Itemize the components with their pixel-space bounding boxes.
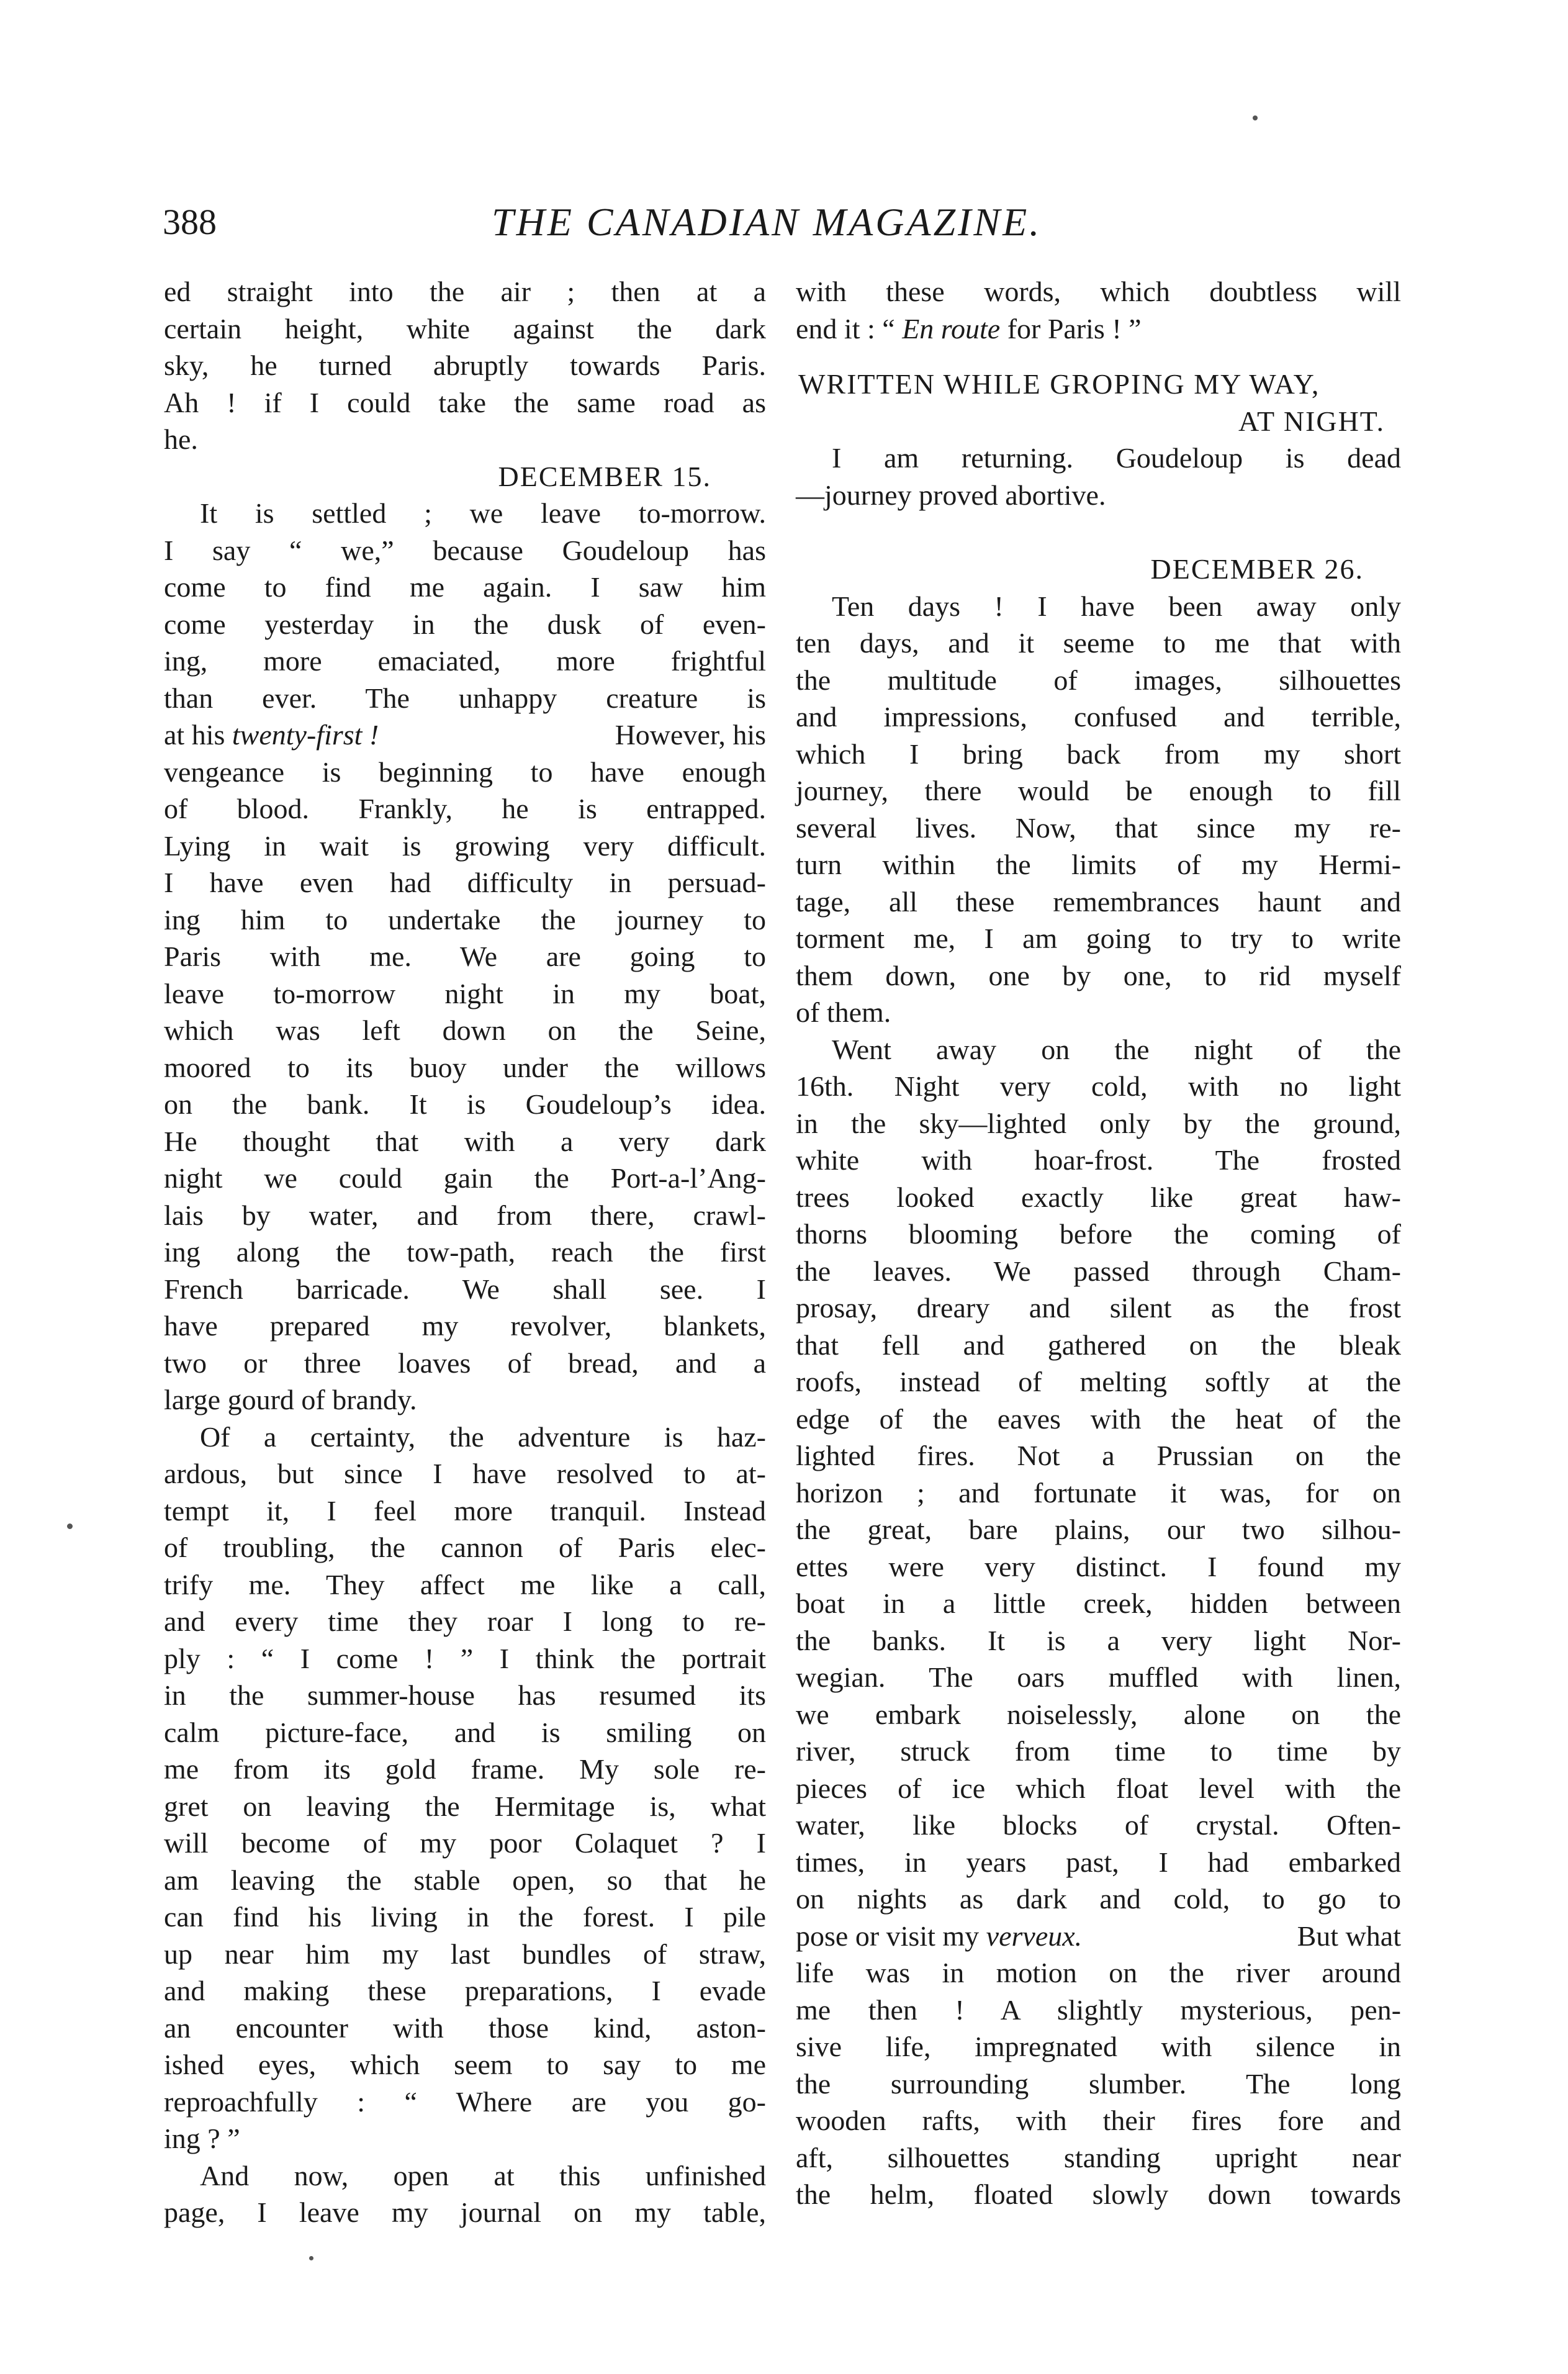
text-line: ished eyes, which seem to say to me — [164, 2049, 766, 2080]
text-fragment: pose or visit my — [796, 1920, 986, 1952]
text-line: of troubling, the cannon of Paris elec- — [164, 1532, 766, 1563]
text-line: ed straight into the air ; then at a — [164, 276, 766, 307]
italic-fragment: twenty-first ! — [232, 719, 379, 751]
text-line: and impressions, confused and terrible, — [796, 701, 1401, 733]
text-line: Of a certainty, the adventure is haz- — [200, 1420, 766, 1453]
text-fragment: at his — [164, 719, 232, 751]
text-line: in the sky—lighted only by the ground, — [796, 1107, 1401, 1139]
text-line: sive life, impregnated with silence in — [796, 2031, 1401, 2062]
text-line: Went away on the night of the — [832, 1033, 1401, 1065]
scan-speck — [67, 1523, 73, 1529]
text-line: French barricade. We shall see. I — [164, 1273, 766, 1305]
text-line: have prepared my revolver, blankets, — [164, 1310, 766, 1342]
text-line: water, like blocks of crystal. Often- — [796, 1809, 1401, 1841]
text-line: several lives. Now, that since my re- — [796, 811, 1401, 844]
text-line: river, struck from time to time by — [796, 1735, 1401, 1767]
text-line: the surrounding slumber. The long — [796, 2067, 1401, 2100]
text-line — [796, 310, 1401, 348]
text-line: can find his living in the forest. I pile — [164, 1901, 766, 1933]
text-line: I say “ we,” because Goudeloup has — [164, 534, 766, 566]
italic-fragment: verveux. — [986, 1920, 1083, 1952]
text-line — [164, 716, 766, 754]
page-number: 388 — [163, 202, 217, 242]
text-line: life was in motion on the river around — [796, 1957, 1401, 1988]
text-line: come yesterday in the dusk of even- — [164, 608, 766, 640]
text-line: and making these preparations, I evade — [164, 1975, 766, 2006]
text-line: and every time they roar I long to re- — [164, 1605, 766, 1637]
text-line: reproachfully : “ Where are you go- — [164, 2085, 766, 2118]
text-line: on nights as dark and cold, to go to — [796, 1883, 1401, 1915]
text-line: And now, open at this unfinished — [200, 2159, 766, 2191]
text-line: sky, he turned abruptly towards Paris. — [164, 350, 766, 381]
text-line: Lying in wait is growing very difficult. — [164, 829, 766, 862]
running-title: THE CANADIAN MAGAZINE. — [492, 200, 1042, 244]
text-line: certain height, white against the dark — [164, 312, 766, 345]
text-line: prosay, dreary and silent as the frost — [796, 1292, 1401, 1324]
text-line: that fell and gathered on the bleak — [796, 1329, 1401, 1361]
text-line: in the summer-house has resumed its — [164, 1679, 766, 1711]
text-line: leave to-morrow night in my boat, — [164, 977, 766, 1009]
date-heading: DECEMBER 15. — [498, 460, 711, 492]
text-line: wegian. The oars muffled with linen, — [796, 1661, 1401, 1693]
text-line: tage, all these remembrances haunt and — [796, 885, 1401, 918]
text-line: horizon ; and fortunate it was, for on — [796, 1476, 1401, 1509]
text-line: of blood. Frankly, he is entrapped. — [164, 793, 766, 824]
text-line: Ten days ! I have been away only — [832, 590, 1401, 622]
text-line: roofs, instead of melting softly at the — [796, 1366, 1401, 1397]
scan-speck — [1253, 115, 1258, 120]
text-line: the great, bare plains, our two silhou- — [796, 1514, 1401, 1545]
text-line: ing along the tow-path, reach the first — [164, 1236, 766, 1268]
text-fragment: for Paris ! ” — [1000, 312, 1142, 345]
text-line: He thought that with a very dark — [164, 1125, 766, 1157]
text-line: up near him my last bundles of straw, — [164, 1938, 766, 1970]
text-line: trify me. They affect me like a call, — [164, 1568, 766, 1600]
text-line: the banks. It is a very light Nor- — [796, 1624, 1401, 1656]
text-line: aft, silhouettes standing upright near — [796, 2141, 1401, 2173]
text-line: Ah ! if I could take the same road as — [164, 386, 766, 418]
text-line: we embark noiselessly, alone on the — [796, 1698, 1401, 1730]
text-line: ettes were very distinct. I found my — [796, 1550, 1401, 1582]
text-line: gret on leaving the Hermitage is, what — [164, 1790, 766, 1822]
text-line: —journey proved abortive. — [796, 479, 1106, 511]
text-line: me from its gold frame. My sole re- — [164, 1753, 766, 1785]
text-line: the helm, floated slowly down towards — [796, 2178, 1401, 2210]
text-fragment: end it : “ — [796, 312, 903, 345]
text-line: journey, there would be enough to fill — [796, 775, 1401, 806]
text-line: night we could gain the Port-a-l’Ang- — [164, 1162, 766, 1194]
text-line: turn within the limits of my Hermi- — [796, 849, 1401, 880]
text-line: calm picture-face, and is smiling on — [164, 1716, 766, 1748]
text-line: moored to its buoy under the willows — [164, 1051, 766, 1083]
text-line: trees looked exactly like great haw- — [796, 1181, 1401, 1213]
text-line: ply : “ I come ! ” I think the portrait — [164, 1642, 766, 1674]
text-line: white with hoar-frost. The frosted — [796, 1144, 1401, 1176]
text-line: two or three loaves of bread, and a — [164, 1347, 766, 1379]
italic-fragment: En route — [902, 312, 1001, 345]
text-line: edge of the eaves with the heat of the — [796, 1402, 1401, 1435]
section-heading: AT NIGHT. — [1238, 405, 1385, 437]
text-line: thorns blooming before the coming of — [796, 1218, 1401, 1250]
text-line: than ever. The unhappy creature is — [164, 682, 766, 714]
text-line: ing him to undertake the journey to — [164, 903, 766, 936]
text-line: on the bank. It is Goudeloup’s idea. — [164, 1088, 766, 1120]
scan-speck — [309, 2256, 313, 2260]
text-line: lais by water, and from there, crawl- — [164, 1199, 766, 1231]
text-fragment: But what — [1297, 1920, 1401, 1952]
text-line: wooden rafts, with their fires fore and — [796, 2105, 1401, 2136]
text-line: will become of my poor Colaquet ? I — [164, 1827, 766, 1859]
text-line: of them. — [796, 996, 891, 1028]
text-line: ardous, but since I have resolved to at- — [164, 1458, 766, 1489]
text-line: ing ? ” — [164, 2123, 240, 2154]
text-line: with these words, which doubtless will — [796, 276, 1401, 307]
text-line: he. — [164, 423, 198, 455]
spacer — [796, 513, 1401, 551]
text-line: me then ! A slightly mysterious, pen- — [796, 1993, 1401, 2026]
text-line: It is settled ; we leave to-morrow. — [200, 497, 766, 529]
text-line: ing, more emaciated, more frightful — [164, 645, 766, 677]
text-line: which was left down on the Seine, — [164, 1014, 766, 1046]
text-line: an encounter with those kind, aston- — [164, 2011, 766, 2044]
text-line: tempt it, I feel more tranquil. Instead — [164, 1494, 766, 1527]
text-line: I am returning. Goudeloup is dead — [832, 442, 1401, 474]
text-line: torment me, I am going to try to write — [796, 923, 1401, 954]
text-line — [796, 1918, 1401, 1955]
text-line: Paris with me. We are going to — [164, 941, 766, 972]
text-line: ten days, and it seeme to me that with — [796, 627, 1401, 659]
section-heading: WRITTEN WHILE GROPING MY WAY, — [798, 368, 1320, 400]
text-fragment: However, his — [615, 719, 766, 751]
text-line: them down, one by one, to rid myself — [796, 959, 1401, 991]
text-line: vengeance is beginning to have enough — [164, 756, 766, 788]
date-heading: DECEMBER 26. — [1150, 553, 1364, 585]
text-line: page, I leave my journal on my table, — [164, 2196, 766, 2228]
text-line: the multitude of images, silhouettes — [796, 664, 1401, 696]
text-line: the leaves. We passed through Cham- — [796, 1255, 1401, 1287]
text-line: am leaving the stable open, so that he — [164, 1864, 766, 1896]
text-line: pieces of ice which float level with the — [796, 1772, 1401, 1804]
text-line: lighted fires. Not a Prussian on the — [796, 1440, 1401, 1471]
right-column — [796, 273, 1401, 2213]
text-line: which I bring back from my short — [796, 738, 1401, 770]
text-line: come to find me again. I saw him — [164, 571, 766, 603]
spacer — [796, 347, 1401, 366]
text-line: times, in years past, I had embarked — [796, 1846, 1401, 1878]
text-line: 16th. Night very cold, with no light — [796, 1070, 1401, 1102]
text-line: large gourd of brandy. — [164, 1384, 417, 1415]
text-line: boat in a little creek, hidden between — [796, 1587, 1401, 1619]
left-column — [164, 273, 766, 2231]
text-line: I have even had difficulty in persuad- — [164, 867, 766, 898]
page-header — [163, 197, 1410, 247]
